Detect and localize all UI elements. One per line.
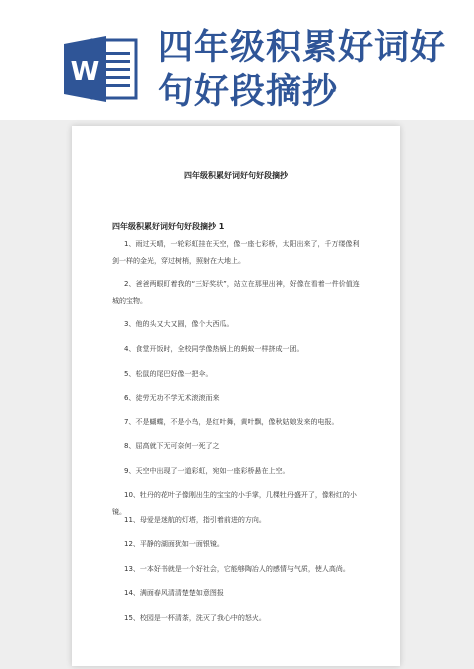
list-item: 13、一本好书就是一个好社会，它能够陶冶人的感情与气质，使人高尚。: [124, 565, 350, 573]
list-item: 10、牡丹的花叶子像刚出生的宝宝的小手掌，几棵牡丹盛开了，像粉红的小镜。: [112, 491, 357, 516]
banner-title-line-2: 句好段摘抄: [158, 72, 339, 112]
list-item: 5、松鼠的尾巴好像一把伞。: [124, 370, 213, 378]
list-item: 1、雨过天晴，一轮彩虹挂在天空，像一座七彩桥，太阳出来了，千万缕像利剑一样的金光，穿过树梢，照射在大地上。: [112, 240, 360, 265]
list-item: 14、满面春风清清楚楚如意图报: [124, 589, 224, 597]
section-heading: 四年级积累好词好句好段摘抄 1: [112, 222, 225, 231]
word-document-icon: [62, 34, 140, 104]
list-item: 7、不是蝴蝶，不是小鸟，是红叶舞，黄叶飘，像秋姑娘发来的电报。: [124, 418, 339, 426]
list-item: 12、平静的湖面犹如一面银镜。: [124, 540, 224, 548]
word-icon-letter: W: [70, 57, 100, 87]
banner: [0, 0, 474, 120]
list-item: 3、他的头又大又圆，像个大西瓜。: [124, 320, 234, 328]
list-item: 2、爸爸两眼盯着我的“三好奖状”，站立在那里出神，好像在看着一件价值连城的宝物。: [112, 280, 360, 305]
banner-title-line-1: 四年级积累好词好: [158, 28, 447, 68]
document-page: [72, 126, 400, 666]
banner-title: [158, 26, 458, 114]
list-item: 15、校园是一杯清茶，洗灭了我心中的怒火。: [124, 614, 266, 622]
document-title: 四年级积累好词好句好段摘抄: [184, 171, 288, 180]
list-item: 4、食堂开饭时，全校同学像热锅上的蚂蚁一样挤成一团。: [124, 345, 304, 353]
list-item: 11、母爱是迷航的灯塔，指引着前进的方向。: [124, 516, 266, 524]
list-item: 6、徒劳无功不学无术滚滚而来: [124, 394, 220, 402]
list-item: 9、天空中出现了一道彩虹，宛如一座彩桥悬在上空。: [124, 467, 290, 475]
list-item: 8、屈高就下无可奈何一死了之: [124, 442, 220, 450]
